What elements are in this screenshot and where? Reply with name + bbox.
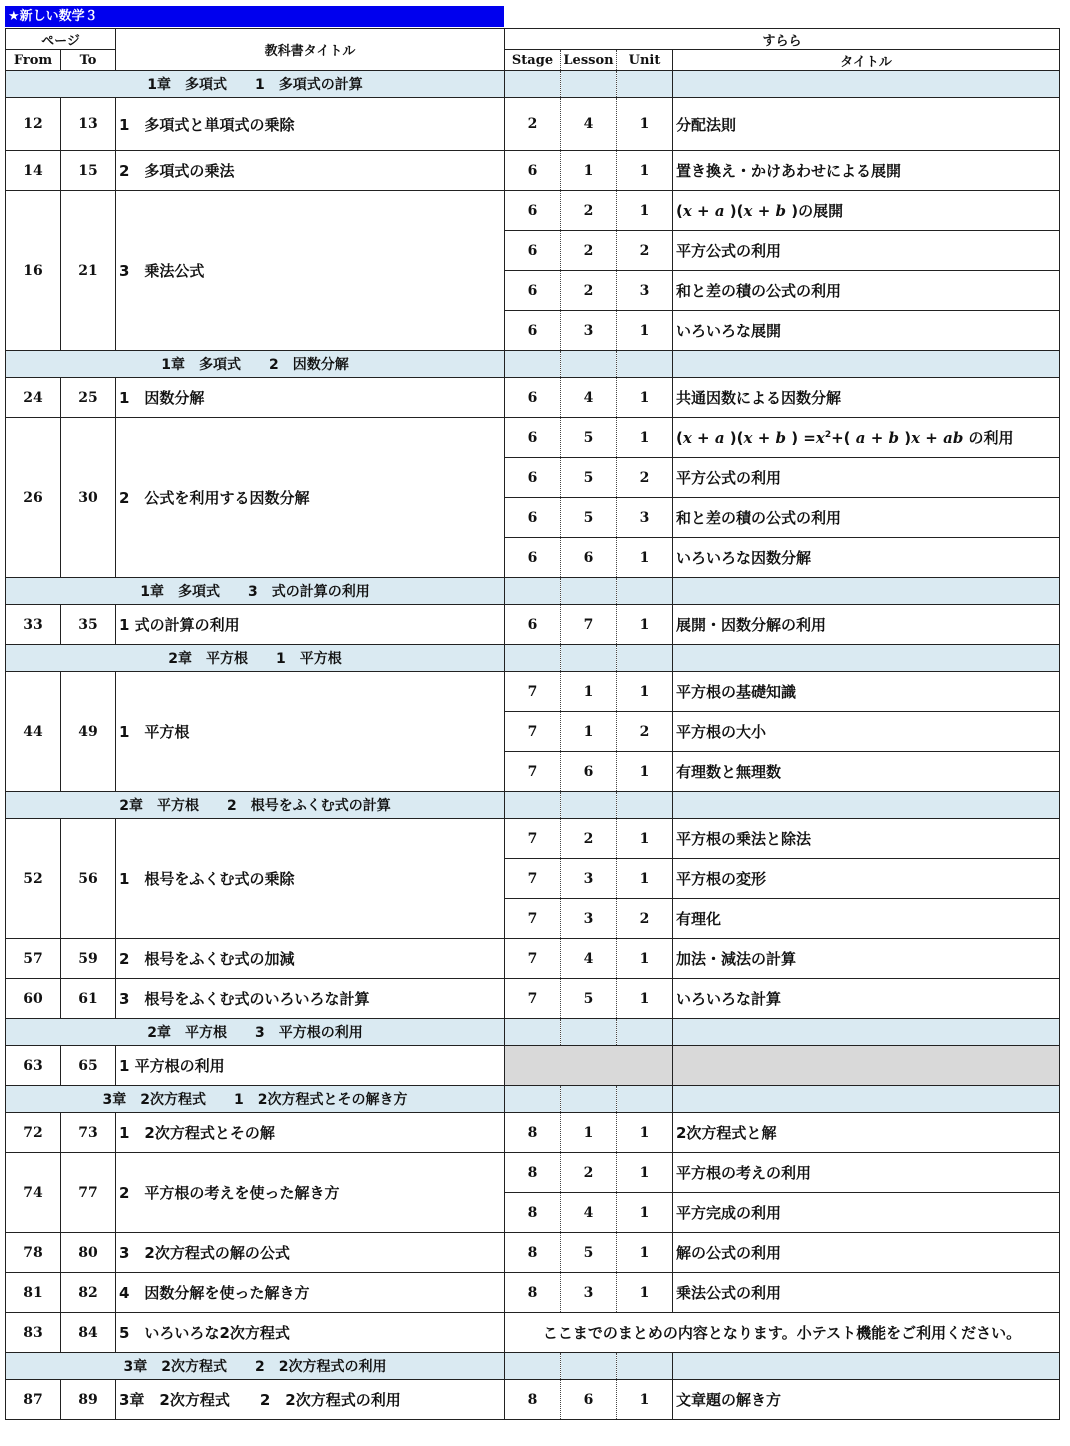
textbook-title: 1 因数分解	[116, 378, 505, 418]
stage-cell: 6	[505, 378, 561, 418]
page-header: ページ	[6, 29, 116, 50]
stage-cell: 6	[505, 151, 561, 191]
stage-cell: 7	[505, 939, 561, 979]
from-page: 33	[6, 605, 61, 645]
from-page: 12	[6, 98, 61, 151]
lesson-header: Lesson	[561, 50, 617, 71]
stage-cell: 6	[505, 231, 561, 271]
from-page: 60	[6, 979, 61, 1019]
table-row	[6, 151, 1060, 191]
unit-title: 平方公式の利用	[673, 231, 1060, 271]
unit-title: 和と差の積の公式の利用	[673, 498, 1060, 538]
unit-title: 加法・減法の計算	[673, 939, 1060, 979]
unit-cell: 2	[617, 231, 673, 271]
lesson-cell: 2	[561, 191, 617, 231]
table-row	[6, 191, 1060, 231]
lesson-cell: 6	[561, 752, 617, 792]
unit-cell: 1	[617, 191, 673, 231]
unit-cell: 1	[617, 151, 673, 191]
unit-title: いろいろな計算	[673, 979, 1060, 1019]
lesson-cell: 1	[561, 1113, 617, 1153]
textbook-title: 3 2次方程式の解の公式	[116, 1233, 505, 1273]
to-page: 49	[61, 672, 116, 792]
to-page: 84	[61, 1313, 116, 1353]
chapter-row	[6, 71, 1060, 98]
to-page: 73	[61, 1113, 116, 1153]
lesson-cell: 5	[561, 498, 617, 538]
from-page: 26	[6, 418, 61, 578]
unit-title: 平方根の考えの利用	[673, 1153, 1060, 1193]
to-page: 80	[61, 1233, 116, 1273]
unit-title: いろいろな因数分解	[673, 538, 1060, 578]
chapter-heading: 1章 多項式 2 因数分解	[6, 351, 505, 378]
table-row	[6, 672, 1060, 712]
unit-cell: 1	[617, 819, 673, 859]
from-page: 16	[6, 191, 61, 351]
table-row	[6, 1313, 1060, 1353]
unit-title: 平方根の変形	[673, 859, 1060, 899]
unit-cell: 1	[617, 672, 673, 712]
unit-title: 2次方程式と解	[673, 1113, 1060, 1153]
to-page: 21	[61, 191, 116, 351]
lesson-cell: 4	[561, 939, 617, 979]
lesson-cell: 1	[561, 151, 617, 191]
unit-cell: 1	[617, 859, 673, 899]
header-row-1	[6, 29, 1060, 50]
textbook-title: 3 乗法公式	[116, 191, 505, 351]
stage-cell: 8	[505, 1380, 561, 1420]
stage-cell: 6	[505, 605, 561, 645]
unit-title: 文章題の解き方	[673, 1380, 1060, 1420]
textbook-title: 2 平方根の考えを使った解き方	[116, 1153, 505, 1233]
unit-title: 平方完成の利用	[673, 1193, 1060, 1233]
lesson-cell: 5	[561, 418, 617, 458]
lesson-cell: 1	[561, 672, 617, 712]
table-row	[6, 98, 1060, 151]
unit-cell: 1	[617, 1193, 673, 1233]
table-row	[6, 1273, 1060, 1313]
unit-header: Unit	[617, 50, 673, 71]
from-page: 74	[6, 1153, 61, 1233]
unit-cell: 3	[617, 498, 673, 538]
unit-title: 平方根の乗法と除法	[673, 819, 1060, 859]
lesson-cell: 6	[561, 1380, 617, 1420]
chapter-heading: 2章 平方根 3 平方根の利用	[6, 1019, 505, 1046]
chapter-heading: 1章 多項式 3 式の計算の利用	[6, 578, 505, 605]
chapter-row	[6, 1019, 1060, 1046]
curriculum-table	[5, 28, 1060, 1420]
unit-cell: 1	[617, 1273, 673, 1313]
unit-cell: 3	[617, 271, 673, 311]
formula-factor: (x + a )(x + b ) $=x^2+$( a + b )x + ab	[676, 429, 964, 447]
table-row	[6, 979, 1060, 1019]
unit-title: 平方根の大小	[673, 712, 1060, 752]
from-page: 83	[6, 1313, 61, 1353]
unit-title: 平方根の基礎知識	[673, 672, 1060, 712]
from-page: 72	[6, 1113, 61, 1153]
unit-cell: 1	[617, 98, 673, 151]
to-page: 59	[61, 939, 116, 979]
unit-title: 平方公式の利用	[673, 458, 1060, 498]
surala-title-header: タイトル	[673, 50, 1060, 71]
lesson-cell: 2	[561, 271, 617, 311]
stage-cell: 7	[505, 899, 561, 939]
from-page: 24	[6, 378, 61, 418]
stage-cell: 6	[505, 538, 561, 578]
stage-cell: 6	[505, 458, 561, 498]
unit-cell: 1	[617, 979, 673, 1019]
table-row	[6, 819, 1060, 859]
table-row	[6, 1233, 1060, 1273]
from-page: 14	[6, 151, 61, 191]
stage-cell: 2	[505, 98, 561, 151]
empty-unit-cell	[505, 1046, 673, 1086]
chapter-heading: 1章 多項式 1 多項式の計算	[6, 71, 505, 98]
stage-cell: 6	[505, 271, 561, 311]
textbook-title: 1 式の計算の利用	[116, 605, 505, 645]
unit-title: 有理化	[673, 899, 1060, 939]
from-page: 78	[6, 1233, 61, 1273]
to-page: 82	[61, 1273, 116, 1313]
chapter-row	[6, 578, 1060, 605]
table-row	[6, 605, 1060, 645]
unit-cell: 1	[617, 538, 673, 578]
surala-header: すらら	[505, 29, 1060, 50]
stage-cell: 6	[505, 191, 561, 231]
to-page: 35	[61, 605, 116, 645]
lesson-cell: 3	[561, 311, 617, 351]
lesson-cell: 1	[561, 712, 617, 752]
stage-cell: 8	[505, 1193, 561, 1233]
table-row	[6, 378, 1060, 418]
lesson-cell: 5	[561, 979, 617, 1019]
chapter-heading: 2章 平方根 1 平方根	[6, 645, 505, 672]
lesson-cell: 2	[561, 1153, 617, 1193]
textbook-title: 3 根号をふくむ式のいろいろな計算	[116, 979, 505, 1019]
stage-cell: 8	[505, 1233, 561, 1273]
from-header: From	[6, 50, 61, 71]
unit-cell: 2	[617, 899, 673, 939]
unit-cell: 1	[617, 1380, 673, 1420]
table-row	[6, 1380, 1060, 1420]
textbook-title: 5 いろいろな2次方程式	[116, 1313, 505, 1353]
textbook-title: 1 2次方程式とその解	[116, 1113, 505, 1153]
stage-cell: 7	[505, 712, 561, 752]
textbook-title: 1 根号をふくむ式の乗除	[116, 819, 505, 939]
chapter-row	[6, 645, 1060, 672]
textbook-title: 2 多項式の乗法	[116, 151, 505, 191]
textbook-title: 3章 2次方程式 2 2次方程式の利用	[116, 1380, 505, 1420]
chapter-heading: 3章 2次方程式 1 2次方程式とその解き方	[6, 1086, 505, 1113]
stage-cell: 7	[505, 979, 561, 1019]
unit-title: いろいろな展開	[673, 311, 1060, 351]
to-page: 56	[61, 819, 116, 939]
stage-header: Stage	[505, 50, 561, 71]
from-page: 87	[6, 1380, 61, 1420]
to-page: 65	[61, 1046, 116, 1086]
unit-title: 置き換え・かけあわせによる展開	[673, 151, 1060, 191]
unit-cell: 1	[617, 752, 673, 792]
from-page: 44	[6, 672, 61, 792]
table-row	[6, 418, 1060, 458]
chapter-heading: 2章 平方根 2 根号をふくむ式の計算	[6, 792, 505, 819]
unit-cell: 1	[617, 311, 673, 351]
from-page: 81	[6, 1273, 61, 1313]
unit-cell: 1	[617, 418, 673, 458]
textbook-title: 1 平方根の利用	[116, 1046, 505, 1086]
to-page: 30	[61, 418, 116, 578]
stage-cell: 6	[505, 311, 561, 351]
chapter-row	[6, 1086, 1060, 1113]
from-page: 63	[6, 1046, 61, 1086]
from-page: 52	[6, 819, 61, 939]
to-page: 25	[61, 378, 116, 418]
lesson-cell: 2	[561, 231, 617, 271]
lesson-cell: 6	[561, 538, 617, 578]
unit-cell: 1	[617, 1113, 673, 1153]
lesson-cell: 2	[561, 819, 617, 859]
lesson-cell: 4	[561, 98, 617, 151]
stage-cell: 7	[505, 752, 561, 792]
lesson-cell: 4	[561, 378, 617, 418]
stage-cell: 6	[505, 418, 561, 458]
unit-cell: 1	[617, 939, 673, 979]
unit-title: 和と差の積の公式の利用	[673, 271, 1060, 311]
unit-title: 有理数と無理数	[673, 752, 1060, 792]
unit-cell: 2	[617, 458, 673, 498]
lesson-cell: 4	[561, 1193, 617, 1233]
formula-expand: (x + a )(x + b )	[676, 202, 799, 220]
chapter-row	[6, 1353, 1060, 1380]
unit-title: 分配法則	[673, 98, 1060, 151]
stage-cell: 8	[505, 1273, 561, 1313]
chapter-row	[6, 351, 1060, 378]
unit-cell: 1	[617, 378, 673, 418]
table-row	[6, 1046, 1060, 1086]
to-page: 13	[61, 98, 116, 151]
table-row	[6, 939, 1060, 979]
lesson-cell: 3	[561, 899, 617, 939]
unit-cell: 2	[617, 712, 673, 752]
stage-cell: 7	[505, 859, 561, 899]
to-page: 61	[61, 979, 116, 1019]
lesson-cell: 5	[561, 458, 617, 498]
chapter-heading: 3章 2次方程式 2 2次方程式の利用	[6, 1353, 505, 1380]
to-page: 15	[61, 151, 116, 191]
stage-cell: 7	[505, 672, 561, 712]
unit-cell: 1	[617, 1153, 673, 1193]
lesson-cell: 5	[561, 1233, 617, 1273]
unit-title: 展開・因数分解の利用	[673, 605, 1060, 645]
to-page: 89	[61, 1380, 116, 1420]
unit-title: (x + a )(x + b ) $=x^2+$( a + b )x + ab の利用	[673, 418, 1060, 458]
stage-cell: 8	[505, 1113, 561, 1153]
textbook-title: 1 多項式と単項式の乗除	[116, 98, 505, 151]
unit-cell: 1	[617, 1233, 673, 1273]
lesson-cell: 7	[561, 605, 617, 645]
stage-cell: 8	[505, 1153, 561, 1193]
textbook-title: 2 公式を利用する因数分解	[116, 418, 505, 578]
unit-title: 解の公式の利用	[673, 1233, 1060, 1273]
lesson-cell: 3	[561, 1273, 617, 1313]
to-header: To	[61, 50, 116, 71]
empty-title-cell	[673, 1046, 1060, 1086]
textbook-title: 4 因数分解を使った解き方	[116, 1273, 505, 1313]
stage-cell: 7	[505, 819, 561, 859]
stage-cell: 6	[505, 498, 561, 538]
textbook-title: 1 平方根	[116, 672, 505, 792]
sheet-title: ★新しい数学３	[5, 6, 504, 27]
unit-title: 共通因数による因数分解	[673, 378, 1060, 418]
summary-note: ここまでのまとめの内容となります。小テスト機能をご利用ください。	[505, 1313, 1060, 1353]
table-row	[6, 1153, 1060, 1193]
textbook-title: 2 根号をふくむ式の加減	[116, 939, 505, 979]
unit-title: 乗法公式の利用	[673, 1273, 1060, 1313]
unit-title: (x + a )(x + b )の展開	[673, 191, 1060, 231]
from-page: 57	[6, 939, 61, 979]
to-page: 77	[61, 1153, 116, 1233]
unit-cell: 1	[617, 605, 673, 645]
table-row	[6, 1113, 1060, 1153]
textbook-title-header: 教科書タイトル	[116, 29, 505, 71]
chapter-row	[6, 792, 1060, 819]
lesson-cell: 3	[561, 859, 617, 899]
